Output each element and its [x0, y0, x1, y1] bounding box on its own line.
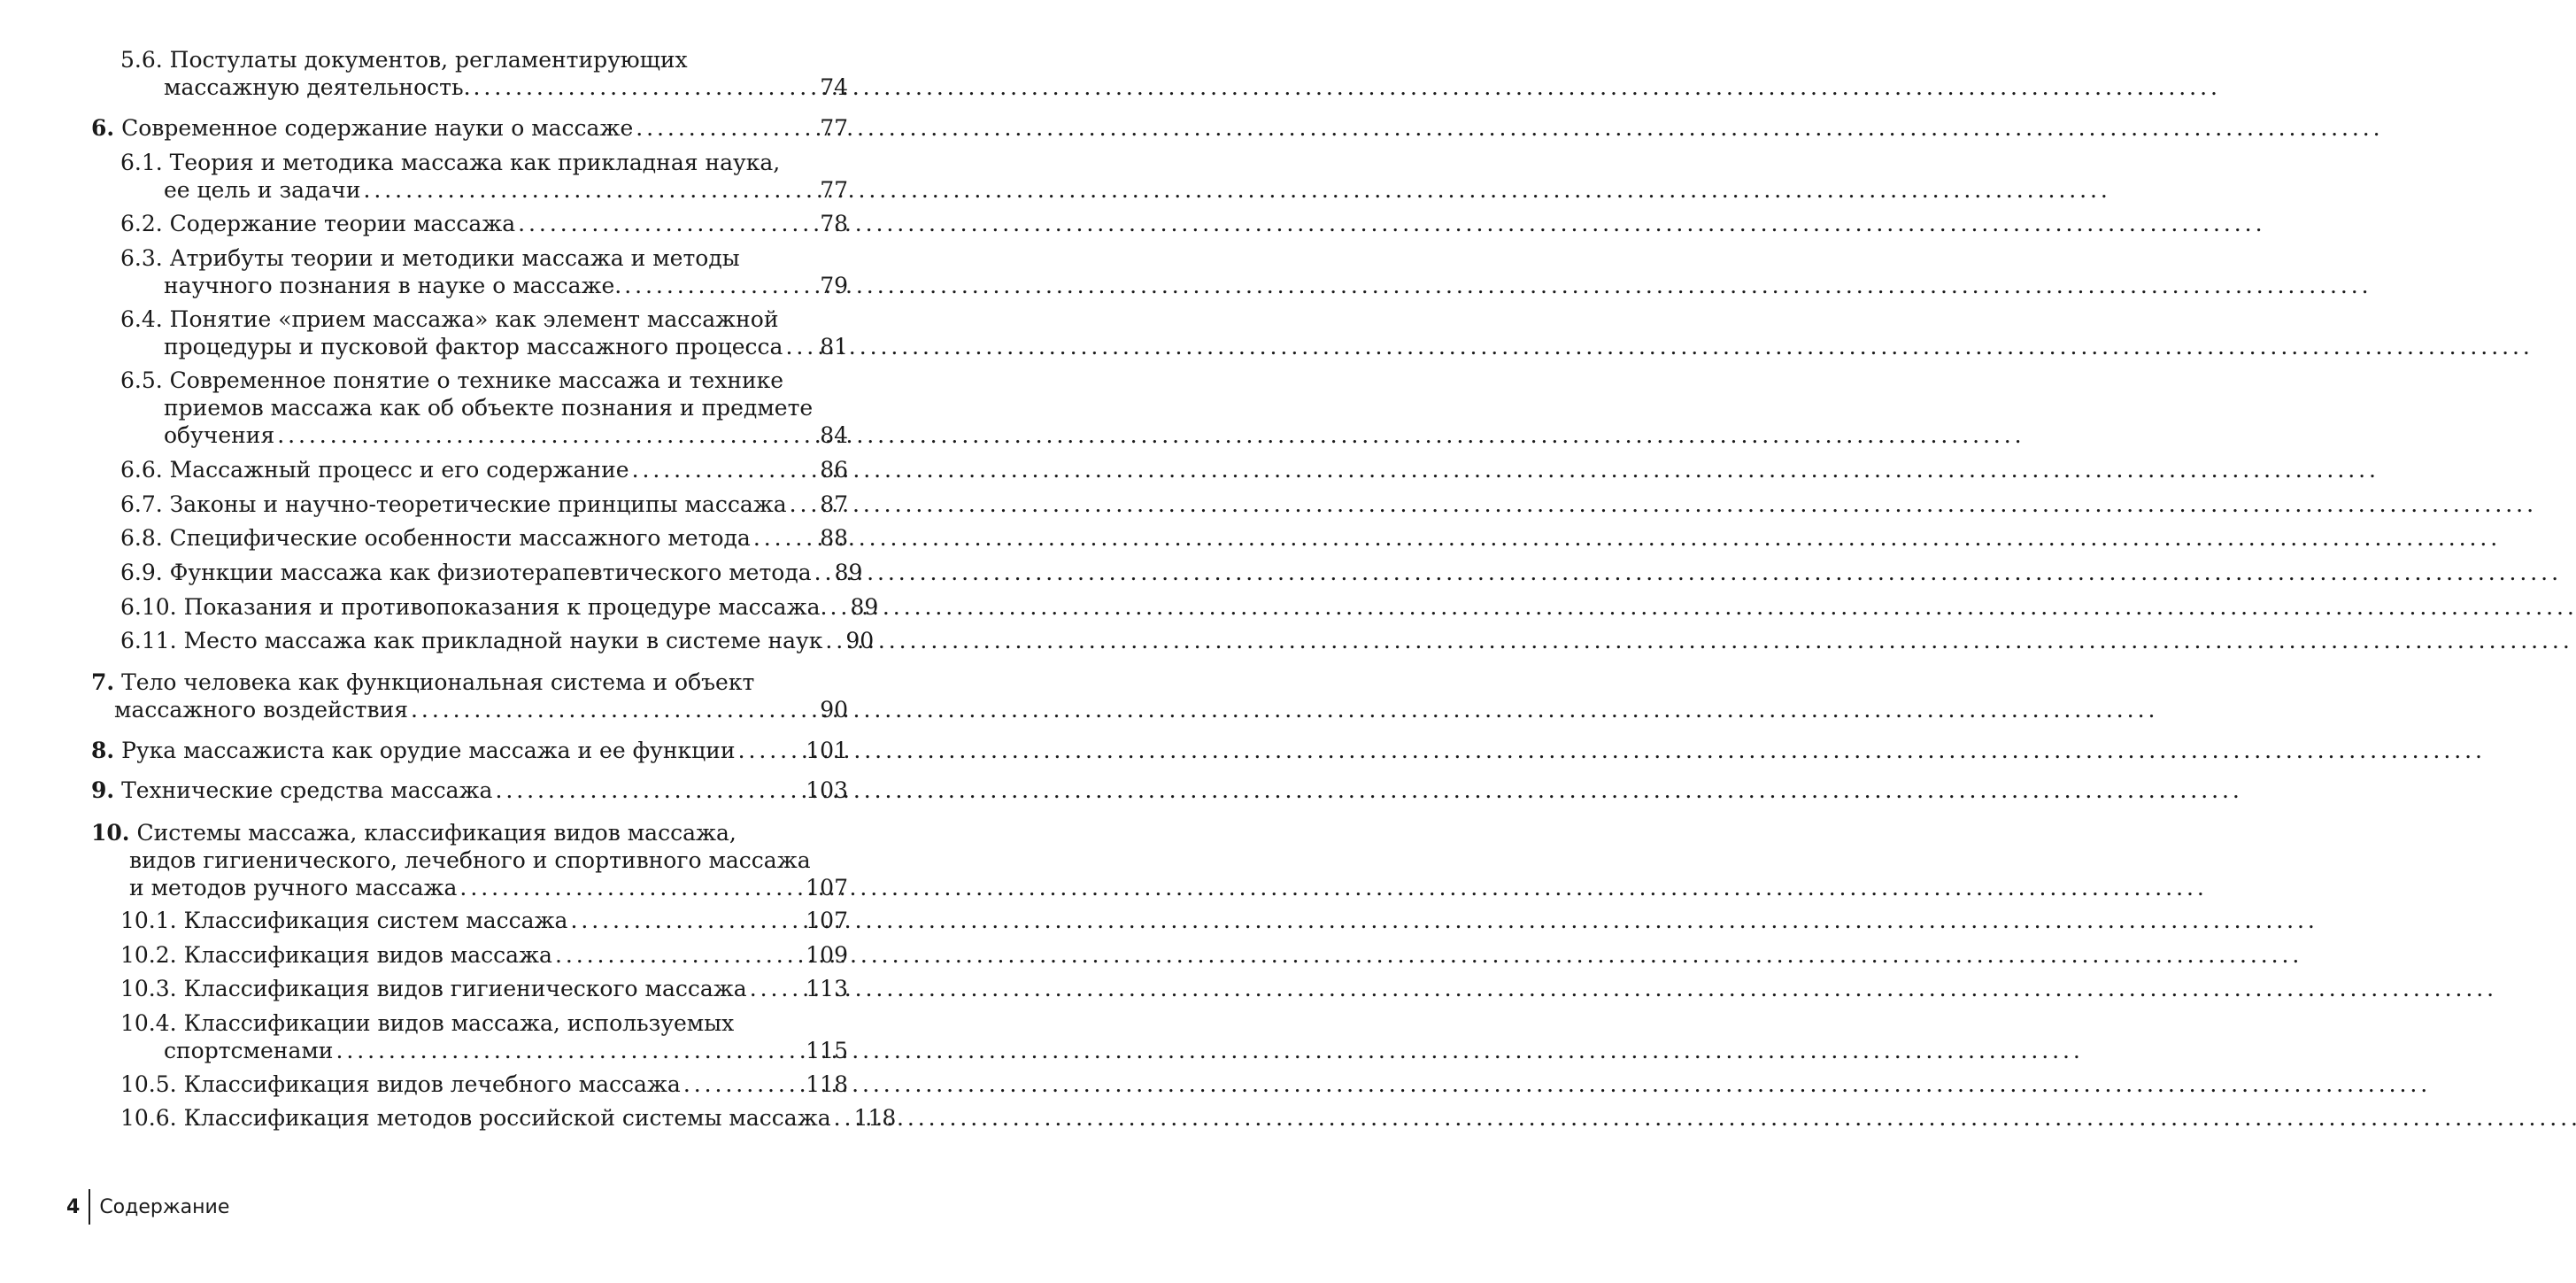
toc-entry-5-6: [120, 46, 848, 101]
dot-leader: [277, 421, 817, 449]
dot-leader: [632, 456, 818, 483]
toc-entry-title: Понятие «прием массажа» как элемент массажной: [169, 306, 779, 332]
toc-entry-title: Современное содержание науки о массаже: [121, 115, 634, 141]
running-head: Содержание: [99, 1195, 230, 1218]
toc-entry-page: 74: [820, 74, 848, 100]
toc-entry-title: процедуры и пусковой фактор массажного процесса: [164, 334, 783, 359]
toc-entry-number: 6.6.: [120, 457, 163, 483]
toc-entry-page: 115: [806, 1038, 848, 1063]
toc-entry-title: Системы массажа, классификация видов массажа,: [136, 820, 737, 846]
toc-entry-number: 6.7.: [120, 491, 163, 517]
toc-entry-10-5: [120, 1070, 848, 1098]
dot-leader: [814, 559, 832, 586]
toc-entry-number: 10.3.: [120, 976, 177, 1001]
toc-entry-page: 86: [820, 457, 848, 483]
toc-entry-title: Теория и методика массажа как прикладная наука,: [169, 150, 781, 175]
toc-entry-title: Место массажа как прикладной науки в системе наук: [183, 628, 823, 653]
dot-leader: [364, 176, 818, 204]
toc-entry-9: [91, 777, 848, 804]
toc-entry-number: 10.5.: [120, 1071, 177, 1097]
toc-entry-page: 89: [850, 594, 879, 620]
toc-entry-page: 90: [820, 697, 848, 723]
toc-entry-page: 77: [820, 177, 848, 203]
toc-entry-6-3: [120, 244, 848, 299]
toc-entry-title: Тело человека как функциональная система и объект: [121, 669, 755, 695]
toc-entry-page: 113: [806, 976, 848, 1001]
dot-leader: [555, 941, 803, 969]
toc-entry-6-9: [120, 559, 863, 586]
dot-leader: [495, 777, 803, 804]
toc-entry-title: Классификации видов массажа, используемых: [183, 1010, 735, 1036]
dot-leader: [738, 737, 804, 764]
toc-entry-6-10: [120, 593, 879, 621]
toc-entry-number: 6.1.: [120, 150, 163, 175]
toc-entry-number: 8.: [91, 738, 115, 763]
dot-leader: [829, 593, 847, 621]
page-number: 4: [66, 1195, 81, 1218]
dot-leader: [785, 333, 817, 360]
dot-leader: [750, 975, 804, 1002]
toc-entry-page: 89: [834, 560, 863, 585]
toc-entry-page: 107: [806, 875, 848, 900]
toc-entry-page: 118: [853, 1105, 897, 1131]
toc-entry-page: 107: [806, 908, 848, 933]
toc-entry-title: массажную деятельность.: [164, 74, 471, 100]
dot-leader: [335, 1037, 803, 1064]
dot-leader: [636, 114, 817, 142]
toc-entry-6-6: [120, 456, 848, 483]
toc-entry-6-1: [120, 149, 848, 204]
toc-entry-number: 6.10.: [120, 594, 177, 620]
toc-entry-6-7: [120, 491, 848, 518]
toc-entry-title: Классификация систем массажа: [183, 908, 568, 933]
toc-entry-title: видов гигиенического, лечебного и спортивного массажа: [129, 847, 811, 873]
toc-entry-page: 109: [806, 942, 848, 968]
toc-entry-title: массажного воздействия: [114, 697, 409, 723]
toc-entry-number: 6.8.: [120, 525, 163, 551]
toc-entry-number: 10.6.: [120, 1105, 177, 1131]
toc-entry-title: спортсменами: [164, 1038, 334, 1063]
toc-entry-page: 88: [820, 525, 848, 551]
toc-entry-title: Постулаты документов, регламентирующих: [169, 47, 688, 73]
dot-leader: [753, 524, 817, 552]
toc-entry-page: 90: [845, 628, 875, 653]
toc-entry-number: 6.9.: [120, 560, 163, 585]
toc-entry-number: 6.4.: [120, 306, 163, 332]
toc-entry-10-3: [120, 975, 848, 1002]
toc-entry-number: 10.2.: [120, 942, 177, 968]
dot-leader: [474, 73, 818, 101]
toc-entry-title: Классификация видов гигиенического массажа: [183, 976, 747, 1001]
toc-entry-title: Специфические особенности массажного метода: [169, 525, 751, 551]
toc-entry-title: Законы и научно-теоретические принципы массажа: [169, 491, 787, 517]
toc-entry-number: 6.: [91, 115, 115, 141]
toc-entry-6: [91, 114, 848, 142]
toc-entry-number: 6.11.: [120, 628, 177, 653]
toc-entry-page: 78: [820, 211, 848, 236]
dot-leader: [683, 1070, 803, 1098]
toc-entry-title: научного познания в науке о массаже.: [164, 273, 622, 298]
toc-entry-number: 6.2.: [120, 211, 163, 236]
dot-leader: [518, 210, 817, 237]
toc-entry-title: приемов массажа как об объекте познания и предмете: [164, 395, 814, 421]
dot-leader: [834, 1104, 852, 1132]
toc-entry-6-4: [120, 305, 848, 360]
toc-entry-title: Атрибуты теории и методики массажа и методы: [169, 245, 740, 271]
toc-entry-page: 87: [820, 491, 848, 517]
toc-entry-number: 6.3.: [120, 245, 163, 271]
toc-entry-page: 84: [820, 422, 848, 448]
toc-entry-6-8: [120, 524, 848, 552]
toc-entry-page: 77: [820, 115, 848, 141]
toc-entry-title: Массажный процесс и его содержание: [169, 457, 629, 483]
toc-entry-10-1: [120, 907, 848, 934]
toc-entry-title: Рука массажиста как орудие массажа и ее функции: [121, 738, 736, 763]
toc-entry-7: [91, 669, 848, 723]
toc-entry-page: 103: [806, 777, 848, 803]
toc-entry-number: 5.6.: [120, 47, 163, 73]
toc-entry-title: Функции массажа как физиотерапевтического метода: [169, 560, 812, 585]
footer-divider: [89, 1189, 90, 1225]
toc-entry-6-11: [120, 627, 875, 654]
dot-leader: [411, 696, 817, 723]
toc-entry-page: 101: [806, 738, 848, 763]
toc-entry-number: 9.: [91, 777, 115, 803]
toc-entry-title: и методов ручного массажа: [129, 875, 458, 900]
dot-leader: [624, 272, 817, 299]
toc-entry-title: обучения: [164, 422, 275, 448]
dot-leader: [570, 907, 803, 934]
toc-entry-page: 118: [806, 1071, 848, 1097]
toc-entry-number: 10.4.: [120, 1010, 177, 1036]
toc-entry-title: Классификация методов российской системы массажа: [183, 1105, 831, 1131]
toc-entry-10-6: [120, 1104, 897, 1132]
toc-entry-title: Технические средства массажа: [121, 777, 493, 803]
toc-entry-page: 79: [820, 273, 848, 298]
toc-entry-title: Показания и противопоказания к процедуре массажа.: [183, 594, 828, 620]
toc-entry-number: 10.: [91, 820, 130, 846]
page-footer: [66, 1189, 229, 1225]
dot-leader: [790, 491, 818, 518]
toc-entry-10-4: [120, 1009, 848, 1064]
toc-entry-8: [91, 737, 848, 764]
toc-entry-title: Классификация видов лечебного массажа: [183, 1071, 681, 1097]
toc-entry-6-2: [120, 210, 848, 237]
dot-leader: [459, 874, 803, 901]
toc-entry-number: 10.1.: [120, 908, 177, 933]
toc-entry-title: Содержание теории массажа: [169, 211, 516, 236]
toc-entry-title: Классификация видов массажа: [183, 942, 552, 968]
dot-leader: [825, 627, 843, 654]
toc-entry-10-2: [120, 941, 848, 969]
toc-entry-10: [91, 819, 848, 901]
toc-entry-title: Современное понятие о технике массажа и технике: [169, 367, 784, 393]
toc-entry-title: ее цель и задачи: [164, 177, 361, 203]
toc-entry-page: 81: [820, 334, 848, 359]
toc-entry-number: 7.: [91, 669, 115, 695]
toc-entry-6-5: [120, 367, 848, 449]
toc-entry-number: 6.5.: [120, 367, 163, 393]
